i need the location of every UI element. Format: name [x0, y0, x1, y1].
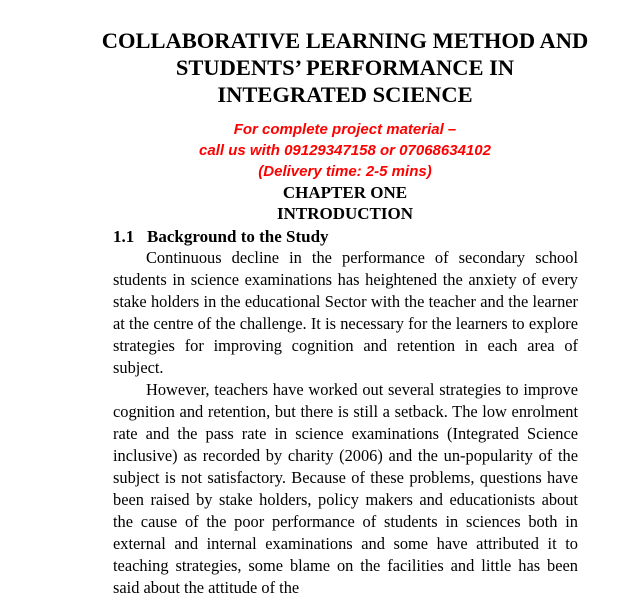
promo-notice [100, 119, 590, 182]
section-heading [113, 226, 329, 247]
document-title: COLLABORATIVE LEARNING METHOD AND STUDENTS’ PERFORMANCE IN INTEGRATED SCIENCE [101, 28, 589, 107]
chapter-heading [100, 182, 590, 224]
paragraph: Continuous decline in the performance of secondary school students in science examinations has heightened the anxiety of every stake holders in the educational Sector with the teacher and the learner at the centre of the challenge. It is necessary for the learners to explore strategies for improving cognition and retention in each area of subject. [113, 248, 578, 377]
paragraph: However, teachers have worked out several strategies to improve cognition and retention, but there is still a setback. The low enrolment rate and the pass rate in science examinations (Integrated Science inclusive) as recorded by charity (2006) and the un-popularity of the subject is not satisfactory. Because of these problems, questions have been raised by stake holders, policy makers and educationists about the cause of the poor performance of students in sciences both in external and internal examinations and some have attributed it to teaching strategies, some blame on the facilities and little has been said about the attitude of the [113, 380, 578, 597]
chapter-name: INTRODUCTION [276, 204, 414, 223]
section-title: Background to the Study [147, 227, 329, 246]
chapter-label: CHAPTER ONE [282, 183, 408, 202]
promo-line-2: call us with 09129347158 or 07068634102 [199, 142, 491, 159]
body-text [113, 247, 578, 599]
section-number: 1.1 [113, 227, 135, 246]
promo-line-3: (Delivery time: 2-5 mins) [258, 163, 432, 180]
promo-line-1: For complete project material – [233, 121, 457, 138]
